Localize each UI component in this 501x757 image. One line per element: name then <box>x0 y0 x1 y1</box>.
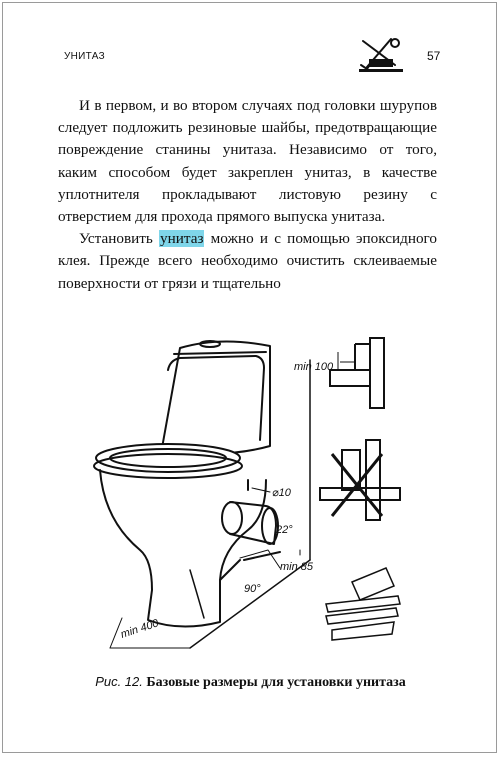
tools-emblem-icon <box>355 35 411 75</box>
cistern-tank <box>162 341 270 454</box>
label-min85: min 85 <box>280 561 314 573</box>
label-d10: ⌀10 <box>272 487 291 499</box>
paragraph-2-start: Установить <box>79 230 160 248</box>
page-number: 57 <box>427 49 441 63</box>
outlet-pipe <box>222 502 280 560</box>
label-22deg: 22° <box>276 524 293 536</box>
label-90deg: 90° <box>244 583 261 595</box>
caption-title: Базовые размеры для установки унитаза <box>146 675 406 690</box>
toilet-seat <box>94 444 242 478</box>
running-title: УНИТАЗ <box>64 51 105 62</box>
search-highlight: унитаз <box>160 230 204 248</box>
paragraph-1: И в первом, и во втором случаях под головки шурупов следует подложить резиновые шайбы, предотвращающие повреждение станины унитаза. Независимо от того, каким способом будет закреплен унитаз, в качестве уплотнителя прокладывают листовую резину с отверстием для прохода прямого выпуска унитаза. <box>58 97 437 226</box>
paragraph-2 <box>58 228 437 295</box>
detail-wrong-installation <box>320 440 400 520</box>
toilet-installation-figure <box>70 330 430 660</box>
figure-caption <box>0 674 501 691</box>
detail-min100 <box>330 338 384 408</box>
toilet-bowl <box>100 470 266 627</box>
detail-plank-stack <box>326 568 400 640</box>
label-min400: min 400 <box>119 617 161 641</box>
paragraph-2-rest: можно и с помощью эпоксидного клея. Прежде всего необходимо очистить склеиваемые поверхности от грязи и тщательно <box>58 230 437 292</box>
caption-label: Рис. 12. <box>95 674 143 689</box>
label-min100: min 100 <box>294 361 334 373</box>
body-text <box>58 95 437 295</box>
